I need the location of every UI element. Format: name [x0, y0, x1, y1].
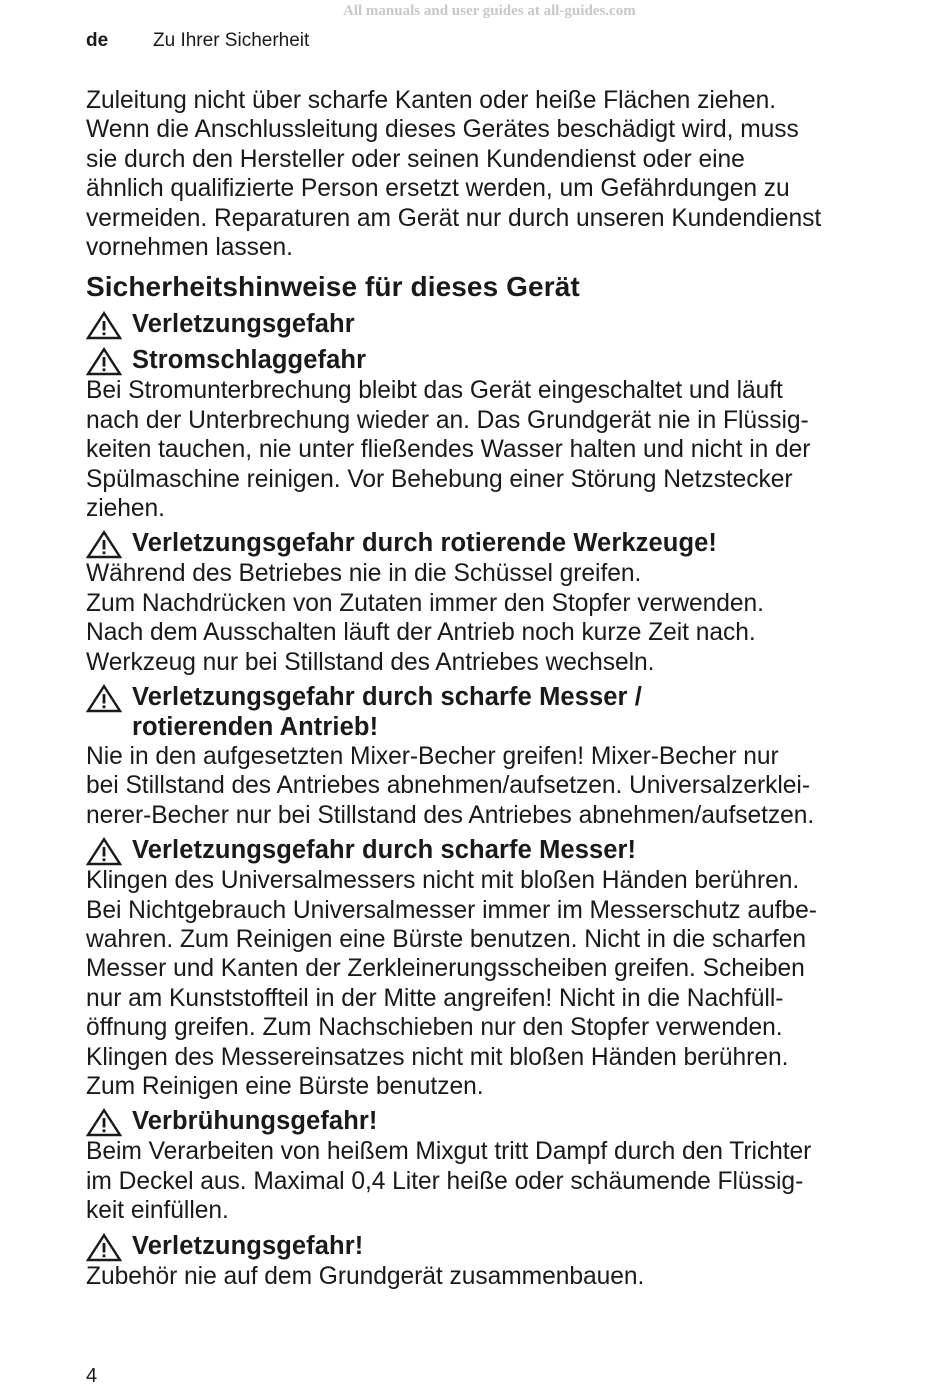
text-line: Klingen des Messereinsatzes nicht mit bloßen Händen berühren.: [86, 1043, 789, 1071]
warning-triangle-icon: [86, 1108, 122, 1137]
text-line: Wenn die Anschlussleitung dieses Gerätes beschädigt wird, muss: [86, 116, 799, 144]
warning-title: Verletzungsgefahr durch scharfe Messer / rotierenden Antrieb!: [132, 683, 642, 741]
text-line: Bei Stromunterbrechung bleibt das Gerät eingeschaltet und läuft: [86, 377, 783, 405]
text-line: Zuleitung nicht über scharfe Kanten oder heiße Flächen ziehen.: [86, 87, 777, 114]
text-line: sie durch den Hersteller oder seinen Kundendienst oder eine: [86, 145, 745, 173]
text-line: vornehmen lassen.: [86, 234, 293, 262]
text-line: Beim Verarbeiten von heißem Mixgut tritt Dampf durch den Trichter: [86, 1138, 812, 1166]
page-number: 4: [86, 1365, 98, 1387]
text-line: im Deckel aus. Maximal 0,4 Liter heiße oder schäumende Flüssig-: [86, 1167, 804, 1195]
watermark: All manuals and user guides at all-guides.com: [343, 3, 636, 19]
text-line: Werkzeug nur bei Stillstand des Antriebes wechseln.: [86, 648, 655, 676]
page-content: [86, 86, 948, 1291]
warning-title: Verbrühungsgefahr!: [132, 1107, 378, 1136]
text-line: bei Stillstand des Antriebes abnehmen/aufsetzen. Universalzerklei-: [86, 772, 810, 800]
language-code: de: [86, 30, 109, 51]
text-line: ziehen.: [86, 495, 165, 523]
text-line: öffnung greifen. Zum Nachschieben nur den Stopfer verwenden.: [86, 1014, 783, 1042]
text-line: Zum Reinigen eine Bürste benutzen.: [86, 1072, 484, 1100]
warning-heading: [86, 529, 948, 559]
text-line: Während des Betriebes nie in die Schüssel greifen.: [86, 560, 642, 588]
warning-triangle-icon: [86, 530, 122, 559]
warning-heading: [86, 836, 948, 866]
warning-triangle-icon: [86, 837, 122, 866]
warning-title: Verletzungsgefahr: [132, 310, 355, 339]
text-line: nur am Kunststoffteil in der Mitte angreifen! Nicht in die Nachfüll-: [86, 984, 784, 1012]
text-line: Bei Nichtgebrauch Universalmesser immer im Messerschutz aufbe-: [86, 896, 817, 924]
warning-title: Stromschlaggefahr: [132, 346, 367, 375]
text-line: wahren. Zum Reinigen eine Bürste benutzen. Nicht in die scharfen: [86, 925, 806, 953]
text-line: keit einfüllen.: [86, 1197, 229, 1225]
text-line: Spülmaschine reinigen. Vor Behebung einer Störung Netzstecker: [86, 465, 793, 493]
text-line: vermeiden. Reparaturen am Gerät nur durch unseren Kundendienst: [86, 204, 822, 232]
warning-heading: [86, 346, 948, 376]
warning-heading: [86, 310, 948, 340]
warnings-list: [86, 310, 948, 1291]
warning-block: [86, 529, 948, 677]
text-line: ähnlich qualifizierte Person ersetzt werden, um Gefährdungen zu: [86, 175, 790, 203]
section-title: Sicherheitshinweise für dieses Gerät: [86, 271, 580, 303]
text-line: Messer und Kanten der Zerkleinerungsscheiben greifen. Scheiben: [86, 955, 805, 983]
text-line: Nach dem Ausschalten läuft der Antrieb noch kurze Zeit nach.: [86, 619, 756, 647]
text-line: Zubehör nie auf dem Grundgerät zusammenbauen.: [86, 1262, 645, 1290]
intro-paragraph: [86, 86, 948, 262]
warning-heading: [86, 1107, 948, 1137]
warning-title: Verletzungsgefahr!: [132, 1231, 364, 1260]
text-line: keiten tauchen, nie unter fließendes Wasser halten und nicht in der: [86, 436, 811, 464]
warning-title: Verletzungsgefahr durch rotierende Werkzeuge!: [132, 529, 717, 558]
warning-block: [86, 1232, 948, 1291]
text-line: Nie in den aufgesetzten Mixer-Becher greifen! Mixer-Becher nur: [86, 742, 779, 770]
running-head: [86, 30, 310, 52]
warning-block: [86, 683, 948, 830]
text-line: nach der Unterbrechung wieder an. Das Grundgerät nie in Flüssig-: [86, 406, 809, 434]
warning-block: [86, 310, 948, 340]
warning-triangle-icon: [86, 1233, 122, 1262]
warning-triangle-icon: [86, 684, 122, 713]
warning-heading: [86, 683, 948, 742]
warning-triangle-icon: [86, 311, 122, 340]
warning-title: Verletzungsgefahr durch scharfe Messer!: [132, 836, 637, 865]
warning-block: [86, 346, 948, 523]
warning-block: [86, 1107, 948, 1225]
warning-block: [86, 836, 948, 1101]
text-line: Zum Nachdrücken von Zutaten immer den Stopfer verwenden.: [86, 589, 764, 617]
section-header: Zu Ihrer Sicherheit: [153, 30, 310, 51]
warning-triangle-icon: [86, 347, 122, 376]
text-line: nerer-Becher nur bei Stillstand des Antriebes abnehmen/aufsetzen.: [86, 801, 815, 829]
text-line: Klingen des Universalmessers nicht mit bloßen Händen berühren.: [86, 867, 800, 895]
warning-heading: [86, 1232, 948, 1262]
